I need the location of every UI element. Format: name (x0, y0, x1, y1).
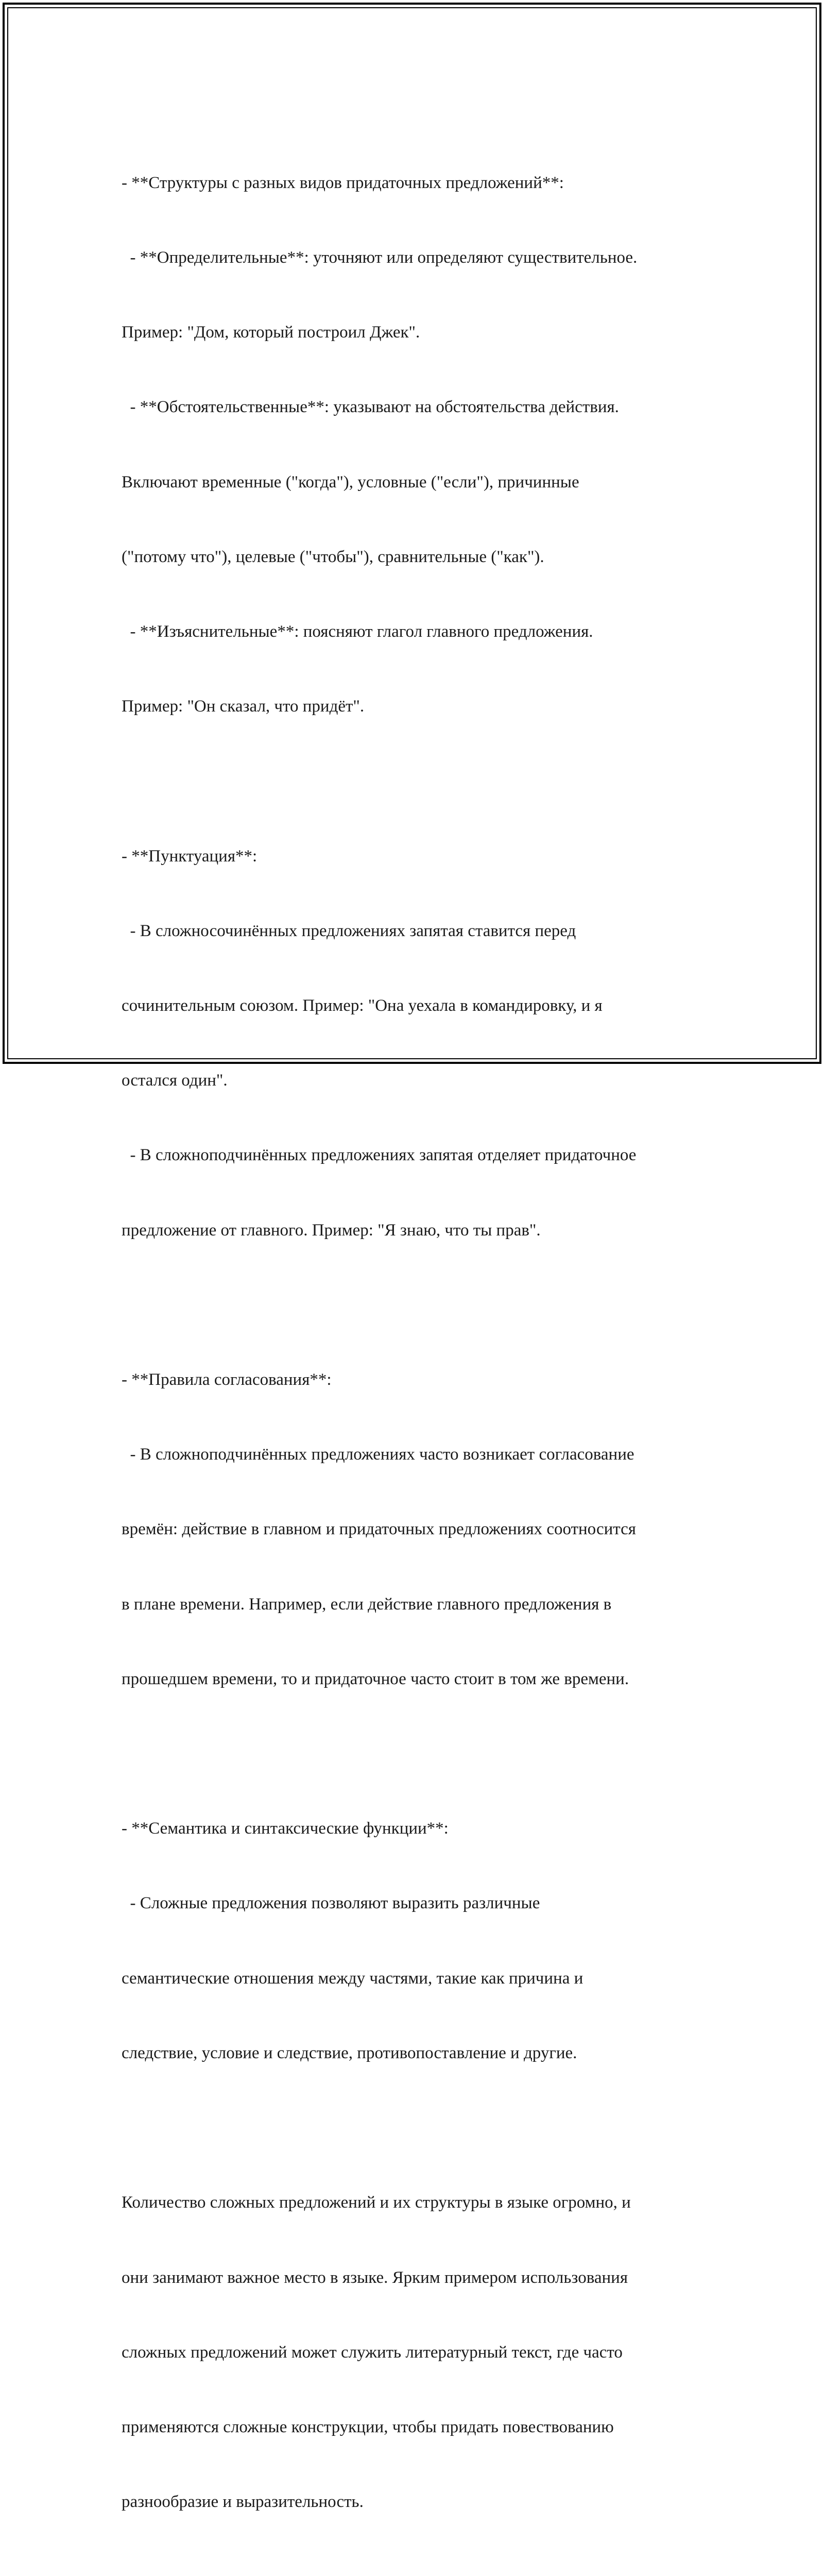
text-line: - Сложные предложения позволяют выразить различные (122, 1894, 540, 1913)
text-line: - **Пунктуация**: (122, 846, 258, 866)
text-line: семантические отношения между частями, такие как причина и (122, 1969, 583, 1988)
text-line: времён: действие в главном и придаточных предложениях соотносится (122, 1520, 636, 1539)
text-line: Пример: "Он сказал, что придёт". (122, 697, 365, 716)
text-line: - **Правила согласования**: (122, 1370, 332, 1389)
text-line: - **Обстоятельственные**: указывают на обстоятельства действия. (122, 398, 619, 417)
text-line: Включают временные ("когда"), условные ("если"), причинные (122, 472, 579, 492)
blank-line (122, 2564, 719, 2576)
text-line: - **Структуры с разных видов придаточных предложений**: (122, 173, 564, 192)
blank-line (122, 1741, 719, 1766)
document-body (122, 121, 719, 2576)
text-line: - В сложноподчинённых предложениях запятая отделяет придаточное (122, 1146, 637, 1165)
text-line: применяются сложные конструкции, чтобы придать повествованию (122, 2417, 614, 2436)
text-line: Пример: "Дом, который построил Джек". (122, 323, 420, 342)
text-line: разнообразие и выразительность. (122, 2493, 364, 2512)
text-line: остался один". (122, 1071, 228, 1090)
text-line: следствие, условие и следствие, противопоставление и другие. (122, 2043, 577, 2062)
text-line: - В сложносочинённых предложениях запятая ставится перед (122, 921, 576, 940)
text-line: - В сложноподчинённых предложениях часто возникает согласование (122, 1445, 634, 1464)
text-line: прошедшем времени, то и придаточное часто стоит в том же времени. (122, 1669, 629, 1688)
text-line: - **Определительные**: уточняют или определяют существительное. (122, 248, 638, 267)
text-line: предложение от главного. Пример: "Я знаю, что ты прав". (122, 1221, 541, 1240)
blank-line (122, 1293, 719, 1317)
text-line: они занимают важное место в языке. Ярким примером использования (122, 2268, 628, 2287)
blank-line (122, 769, 719, 793)
text-line: сочинительным союзом. Пример: "Она уехала в командировку, и я (122, 996, 603, 1015)
text-line: ("потому что"), целевые ("чтобы"), сравнительные ("как"). (122, 547, 544, 566)
blank-line (122, 2115, 719, 2140)
text-line: - **Семантика и синтаксические функции**: (122, 1819, 449, 1838)
text-line: сложных предложений может служить литературный текст, где часто (122, 2343, 623, 2362)
text-line: в плане времени. Например, если действие главного предложения в (122, 1595, 612, 1614)
text-line: Количество сложных предложений и их структуры в языке огромно, и (122, 2193, 631, 2212)
text-line: - **Изъяснительные**: поясняют глагол главного предложения. (122, 622, 593, 641)
